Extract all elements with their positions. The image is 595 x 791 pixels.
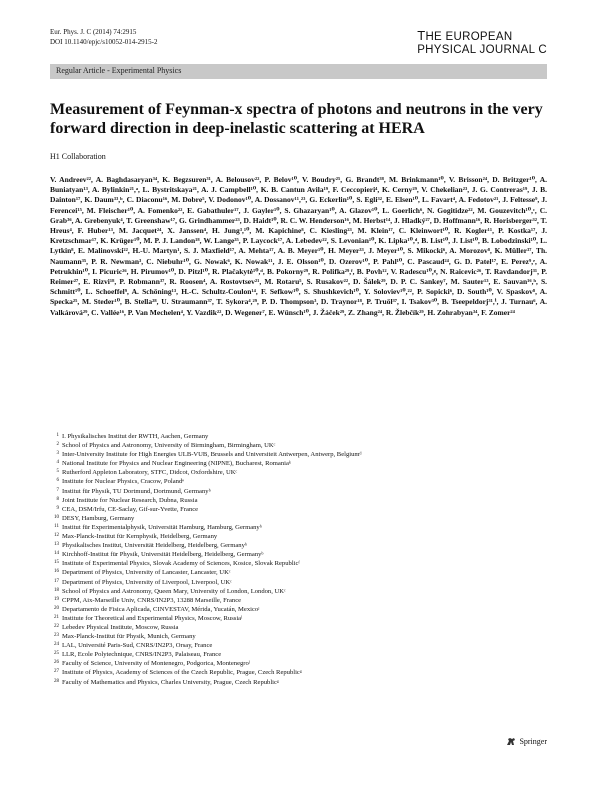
affiliation-number: 25 [54,651,59,657]
affiliation-number: 22 [54,623,59,629]
affiliation-item [50,578,550,587]
affiliation-number: 1 [56,433,59,438]
affiliation-item [50,459,550,468]
affiliation-text: School of Physics and Astronomy, University of Birmingham, Birmingham, UKᶜ [62,442,276,450]
affiliation-number: 4 [56,460,59,466]
publisher-logo [506,737,547,746]
affiliation-item [50,523,550,532]
affiliation-text: School of Physics and Astronomy, Queen Mary, University of London, London, UKᶜ [62,587,286,595]
affiliation-text: Rutherford Appleton Laboratory, STFC, Didcot, Oxfordshire, UKᶜ [62,469,238,477]
affiliation-item [50,596,550,605]
affiliation-text: Department of Physics, University of Liverpool, Liverpool, UKᶜ [62,578,232,586]
affiliation-number: 10 [54,514,59,520]
affiliation-item [50,487,550,496]
affiliation-number: 17 [54,578,59,584]
affiliation-text: Physikalisches Institut, Universität Heidelberg, Heidelberg, Germanyᵇ [62,542,247,550]
affiliation-text: Institute of Physics, Academy of Sciences of the Czech Republic, Prague, Czech Republicᵍ [62,669,302,677]
affiliation-text: Faculty of Science, University of Montenegro, Podgorica, Montenegroˡ [62,660,250,668]
affiliation-item [50,641,550,650]
affiliation-item [50,650,550,659]
affiliation-item [50,450,550,459]
springer-horse-icon [506,737,516,746]
journal-logo [417,29,547,57]
affiliation-number: 24 [54,642,59,648]
affiliation-item [50,623,550,632]
affiliation-text: Max-Planck-Institut für Kernphysik, Heidelberg, Germany [62,533,218,541]
affiliation-item [50,559,550,568]
collaboration: H1 Collaboration [50,152,106,161]
affiliation-text: LLR, Ecole Polytechnique, CNRS/IN2P3, Palaiseau, France [62,651,222,659]
affiliation-item [50,477,550,486]
affiliation-item [50,532,550,541]
affiliation-text: Lebedev Physical Institute, Moscow, Russia [62,623,179,631]
affiliation-number: 7 [56,487,59,493]
affiliation-text: Institut für Physik, TU Dortmund, Dortmund, Germanyᵇ [62,487,211,495]
journal-name-line1: THE EUROPEAN [417,28,513,43]
affiliation-number: 8 [56,496,59,502]
affiliation-number: 2 [56,442,59,448]
affiliation-number: 26 [54,660,59,666]
affiliation-text: Institute of Experimental Physics, Slovak Academy of Sciences, Kosice, Slovak Republicᶠ [62,560,300,568]
affiliation-text: LAL, Université Paris-Sud, CNRS/IN2P3, Orsay, France [62,642,213,650]
doi-line: DOI 10.1140/epjc/s10052-014-2915-2 [50,37,158,46]
affiliation-item [50,550,550,559]
affiliation-number: 5 [56,469,59,475]
affiliation-text: National Institute for Physics and Nuclear Engineering (NIPNE), Bucharest, Romaniaᵏ [62,460,291,468]
affiliation-text: Joint Institute for Nuclear Research, Dubna, Russia [62,496,198,504]
affiliation-text: Institute for Theoretical and Experimental Physics, Moscow, Russiaˡ [62,614,243,622]
affiliation-number: 16 [54,569,59,575]
affiliation-number: 18 [54,587,59,593]
affiliation-item [50,605,550,614]
affiliation-number: 21 [54,614,59,620]
affiliation-item [50,505,550,514]
journal-name-line2: PHYSICAL JOURNAL C [417,44,547,56]
author-list: V. Andreev²², A. Baghdasaryan³⁴, K. Begzsuren³¹, A. Belousov²², P. Belov¹⁰, V. Boudry²⁵, G. Brandt³⁸, M. Brinkmann¹⁰, V. Brisson²⁴, D. Britzger¹⁰, A. Buniatyan¹³, A. Bylinkin²¹,ᵃ, L. Bystritskaya²¹, A. J. Campbell¹⁰, K. B. Cantun Avila¹⁹, F. Ceccopieri⁴, K. Cerny²⁹, V. Chekelian²³, J. G. Contreras¹⁹, J. B. Dainton¹⁷, K. Daum³³,ᵇ, C. Diaconu¹⁶, M. Dobre⁵, V. Dodonov¹⁰, A. Dossanov¹¹,²³, G. Eckerlin¹⁰, S. Egli³², E. Elsen¹⁰, L. Favart⁴, A. Fedotov²¹, J. Feltesse⁹, J. Ferencei¹⁵, M. Fleischer¹⁰, A. Fomenko²², E. Gabathuler¹⁷, J. Gayler¹⁰, S. Ghazaryan¹⁰, A. Glazov¹⁰, L. Goerlich⁶, N. Gogitidze²², M. Gouzevitch¹⁰,ᶜ, C. Grab³⁶, A. Grebenyuk⁴, T. Greenshaw¹⁷, G. Grindhammer²³, D. Haidt¹⁰, R. C. W. Henderson¹⁶, M. Herbst¹⁴, J. Hladký²⁷, D. Hoffmann¹⁶, R. Horisberger³², T. Hreus⁴, F. Huber¹³, M. Jacquet²⁴, X. Janssen⁴, H. Jung³,¹⁰, M. Kapichine⁸, C. Kiesling²³, M. Klein¹⁷, C. Kleinwort¹⁰, R. Kogler¹¹, P. Kostka¹⁷, J. Kretzschmar¹⁷, K. Krüger¹⁰, M. P. J. Landon¹⁸, W. Lange³⁵, P. Laycock¹⁷, A. Lebedev²², S. Levonian¹⁰, K. Lipka¹⁰,ᵈ, B. List¹⁰, J. List¹⁰, B. Lobodzinski¹⁰, L. Lytkin⁸, E. Malinovski²², H.-U. Martyn¹, S. J. Maxfield¹⁷, A. Mehta¹⁷, A. B. Meyer¹⁰, H. Meyer³³, J. Meyer¹⁰, S. Mikocki⁶, A. Morozov⁸, K. Müller³⁷, Th. Naumann³⁵, P. R. Newman³, C. Niebuhr¹⁰, G. Nowak⁶, K. Nowak¹¹, J. E. Olsson¹⁰, D. Ozerov¹⁰, P. Pahl¹⁰, C. Pascaud²⁴, G. D. Patel¹⁷, E. Perez⁹,ᵉ, A. Petrukhin¹⁰, I. Picuric²⁶, H. Pirumov¹⁰, D. Pitzl¹⁰, R. Plačakytė¹⁰,ᵈ, B. Pokorny²⁹, R. Polifka²⁹,ᶠ, B. Povh¹², V. Radescu¹⁰,ᵍ, N. Raicevic²⁶, T. Ravdandorj³¹, P. Reimer²⁷, E. Rizvi¹⁸, P. Robmann³⁷, R. Roosen⁴, A. Rostovtsev²¹, M. Rotaru⁵, S. Rusakov²², D. Šálek²⁹, D. P. C. Sankey⁷, M. Sauter¹³, E. Sauvan¹⁶,ʰ, S. Schmitt¹⁰, L. Schoeffel⁹, A. Schöning¹³, H.-C. Schultz-Coulon¹⁴, F. Sefkow¹⁰, S. Shushkevich¹⁰, Y. Soloviev¹⁰,²², P. Sopicki⁶, D. South¹⁰, V. Spaskov⁸, A. Specka²⁵, M. Steder¹⁰, B. Stella²⁸, U. Straumann³⁷, T. Sykora⁴,²⁹, P. D. Thompson³, D. Traynor¹⁸, P. Truöl³⁷, I. Tsakov³⁰, B. Tseepeldorj³¹,ⁱ, J. Turnau⁶, A. Valkárová²⁹, C. Vallée¹⁶, P. Van Mechelen⁴, Y. Vazdik²², D. Wegener⁷, E. Wünsch¹⁰, J. Žáček²⁹, Z. Zhang²⁴, R. Žlebčík²⁹, H. Zohrabyan³⁴, F. Zomer²⁴ [50,175,547,317]
affiliation-text: CEA, DSM/Irfu, CE-Saclay, Gif-sur-Yvette, France [62,505,199,513]
affiliation-number: 13 [54,542,59,548]
affiliation-text: Faculty of Mathematics and Physics, Charles University, Prague, Czech Republicᵍ [62,678,279,686]
affiliation-number: 14 [54,551,59,557]
affiliation-number: 19 [54,596,59,602]
affiliation-item [50,678,550,687]
affiliation-item [50,432,550,441]
affiliation-text: DESY, Hamburg, Germany [62,514,135,522]
affiliation-text: Inter-University Institute for High Energies ULB-VUB, Brussels and Universiteit Antwerpen, Antwerp, Belgiumᵈ [62,451,362,459]
citation-block [50,28,157,47]
affiliation-number: 15 [54,560,59,566]
paper-title: Measurement of Feynman-x spectra of photons and neutrons in the very forward direction in deep-inelastic scattering at HERA [50,101,543,137]
article-type-band [50,64,547,79]
affiliation-item [50,541,550,550]
affiliation-number: 11 [54,523,59,529]
affiliation-number: 6 [56,478,59,484]
affiliation-item [50,514,550,523]
affiliation-item [50,496,550,505]
affiliation-text: Kirchhoff-Institut für Physik, Universität Heidelberg, Heidelberg, Germanyᵇ [62,551,264,559]
affiliation-item [50,587,550,596]
affiliation-item [50,668,550,677]
affiliation-number: 28 [54,678,59,684]
affiliation-item [50,468,550,477]
affiliation-text: CPPM, Aix-Marseille Univ, CNRS/IN2P3, 13288 Marseille, France [62,596,242,604]
affiliation-text: Institut für Experimentalphysik, Universität Hamburg, Hamburg, Germanyᵇ [62,523,262,531]
affiliation-number: 27 [54,669,59,675]
affiliation-number: 9 [56,505,59,511]
affiliation-number: 23 [54,633,59,639]
affiliation-text: Department of Physics, University of Lancaster, Lancaster, UKᶜ [62,569,231,577]
affiliation-text: I. Physikalisches Institut der RWTH, Aachen, Germany [62,433,209,440]
citation-line: Eur. Phys. J. C (2014) 74:2915 [50,28,137,36]
affiliation-item [50,614,550,623]
affiliation-text: Institute for Nuclear Physics, Cracow, Polandᵉ [62,478,184,486]
affiliation-text: Departamento de Fisica Aplicada, CINVESTAV, Mérida, Yucatán, Mexicoʲ [62,605,260,613]
affiliation-number: 12 [54,533,59,539]
affiliation-list [50,432,550,687]
affiliation-item [50,441,550,450]
affiliation-text: Max-Planck-Institut für Physik, Munich, Germany [62,633,196,641]
affiliation-item [50,568,550,577]
publisher-name: Springer [519,737,547,746]
affiliation-item [50,632,550,641]
affiliation-number: 3 [56,451,59,457]
affiliation-number: 20 [54,605,59,611]
article-type: Regular Article - Experimental Physics [56,66,182,75]
affiliation-item [50,659,550,668]
